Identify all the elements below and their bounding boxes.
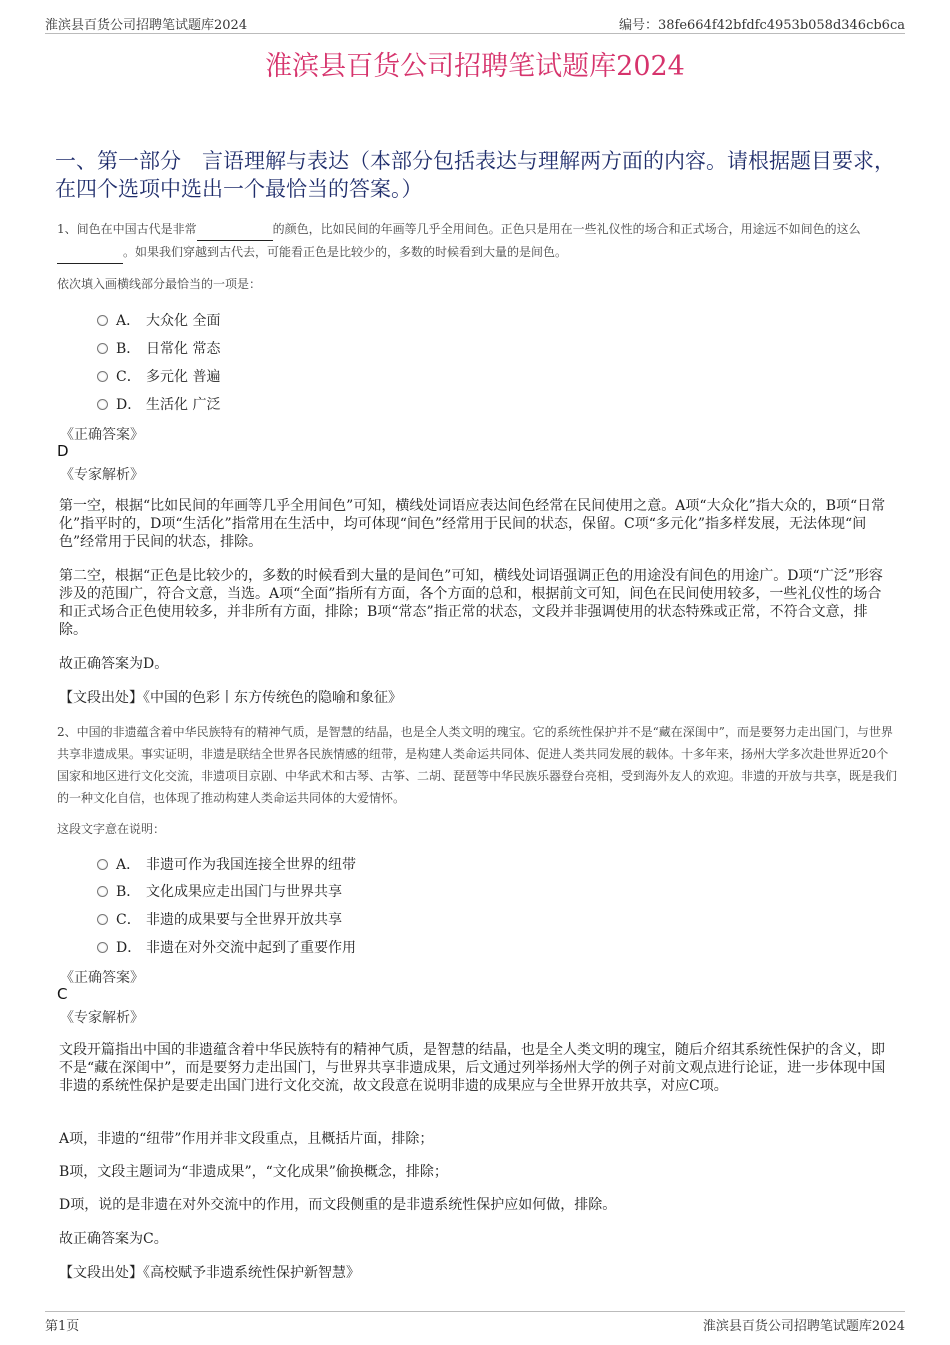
fill-blank bbox=[197, 218, 273, 241]
option-letter: C． bbox=[116, 912, 141, 928]
option-text: 生活化 广泛 bbox=[146, 397, 221, 413]
source-citation: 【文段出处】《中国的色彩丨东方传统色的隐喻和象征》 bbox=[59, 690, 402, 706]
stem-text: 。如果我们穿越到古代去，可能看正色是比较少的，多数的时候看到大量的是间色。 bbox=[123, 245, 568, 259]
answer-label: 《正确答案》 bbox=[60, 427, 144, 443]
analysis-conclusion: 故正确答案为C。 bbox=[59, 1231, 168, 1247]
question-2-option-a[interactable] bbox=[97, 854, 356, 874]
option-letter: A． bbox=[116, 857, 141, 873]
radio-icon[interactable] bbox=[97, 914, 108, 925]
footer-divider bbox=[45, 1311, 905, 1312]
question-2-prompt: 这段文字意在说明： bbox=[57, 822, 166, 836]
analysis-paragraph: 第一空，根据“比如民间的年画等几乎全用间色”可知，横线处词语应表达间色经常在民间使用之意。A项“大众化”指大众的，B项“日常化”指平时的，D项“生活化”指常用在生活中，均可体现“间色”经常用于民间的状态，保留。C项“多元化”指多样发展，无法体现“间色”经常用于民间的状态，排除。 bbox=[59, 498, 886, 550]
option-letter: D． bbox=[116, 397, 142, 413]
radio-icon[interactable] bbox=[97, 859, 108, 870]
question-1-prompt: 依次填入画横线部分最恰当的一项是： bbox=[57, 277, 262, 291]
option-text: 非遗的成果要与全世界开放共享 bbox=[146, 912, 342, 928]
stem-text: 1、间色在中国古代是非常 bbox=[57, 222, 197, 236]
radio-icon[interactable] bbox=[97, 886, 108, 897]
answer-label: 《正确答案》 bbox=[60, 970, 144, 986]
analysis-label: 《专家解析》 bbox=[60, 1010, 144, 1026]
header-title: 淮滨县百货公司招聘笔试题库2024 bbox=[45, 18, 248, 33]
radio-icon[interactable] bbox=[97, 942, 108, 953]
fill-blank bbox=[57, 241, 123, 264]
question-2-option-d[interactable] bbox=[97, 937, 356, 957]
source-citation: 【文段出处】《高校赋予非遗系统性保护新智慧》 bbox=[59, 1265, 360, 1281]
question-1-stem bbox=[57, 218, 899, 264]
header-divider bbox=[45, 33, 905, 34]
question-2-option-c[interactable] bbox=[97, 909, 342, 929]
analysis-paragraph: 第二空，根据“正色是比较少的，多数的时候看到大量的是间色”可知，横线处词语强调正色的用途没有间色的用途广。D项“广泛”形容涉及的范围广，符合文意，当选。A项“全面”指所有方面，各个方面的总和，根据前文可知，间色在民间使用较多，一些礼仪性的场合和正式场合正色使用较多，并非所有方面，排除；B项“常态”指正常的状态，文段并非强调使用的状态特殊或正常，不符合文意，排除。 bbox=[59, 568, 883, 638]
question-2-option-b[interactable] bbox=[97, 881, 342, 901]
analysis-paragraph: B项，文段主题词为“非遗成果”，“文化成果”偷换概念，排除； bbox=[59, 1164, 448, 1180]
correct-answer: C bbox=[57, 985, 68, 1003]
option-letter: D． bbox=[116, 940, 142, 956]
question-1-option-d[interactable] bbox=[97, 394, 220, 414]
analysis-paragraph: D项，说的是非遗在对外交流中的作用，而文段侧重的是非遗系统性保护应如何做，排除。 bbox=[59, 1197, 617, 1213]
section-heading: 一、第一部分 言语理解与表达（本部分包括表达与理解两方面的内容。请根据题目要求，在四个选项中选出一个最恰当的答案。） bbox=[55, 149, 895, 201]
question-1-option-a[interactable] bbox=[97, 310, 220, 330]
question-2-stem: 2、中国的非遗蕴含着中华民族特有的精神气质，是智慧的结晶，也是全人类文明的瑰宝。它的系统性保护并不是“藏在深闺中”，而是要努力走出国门，与世界共享非遗成果。事实证明，非遗是联结全世界各民族情感的纽带，是构建人类命运共同体、促进人类共同发展的载体。十多年来，扬州大学多次赴世界近20个国家和地区进行文化交流，非遗项目京剧、中华武术和古琴、古筝、二胡、琵琶等中华民族乐器登台亮相，受到海外友人的欢迎。非遗的开放与共享，既是我们的一种文化自信，也体现了推动构建人类命运共同体的大爱情怀。 bbox=[57, 725, 898, 805]
footer-title: 淮滨县百货公司招聘笔试题库2024 bbox=[702, 1319, 905, 1334]
option-text: 文化成果应走出国门与世界共享 bbox=[146, 884, 342, 900]
option-text: 多元化 普遍 bbox=[146, 369, 221, 385]
option-text: 非遗可作为我国连接全世界的纽带 bbox=[146, 857, 356, 873]
question-1-option-c[interactable] bbox=[97, 366, 220, 386]
option-text: 日常化 常态 bbox=[146, 341, 221, 357]
radio-icon[interactable] bbox=[97, 399, 108, 410]
document-id: 编号：38fe664f42bfdfc4953b058d346cb6ca bbox=[618, 18, 905, 33]
option-letter: A． bbox=[116, 313, 141, 329]
option-letter: B． bbox=[116, 884, 141, 900]
radio-icon[interactable] bbox=[97, 371, 108, 382]
option-letter: C． bbox=[116, 369, 141, 385]
analysis-paragraph: A项，非遗的“纽带”作用并非文段重点，且概括片面，排除； bbox=[59, 1131, 434, 1147]
stem-text: 的颜色，比如民间的年画等几乎全用间色。正色只是用在一些礼仪性的场合和正式场合，用途远不如间色的这么 bbox=[272, 222, 861, 236]
option-text: 大众化 全面 bbox=[146, 313, 221, 329]
page-title: 淮滨县百货公司招聘笔试题库2024 bbox=[265, 51, 685, 82]
radio-icon[interactable] bbox=[97, 315, 108, 326]
option-letter: B． bbox=[116, 341, 141, 357]
correct-answer: D bbox=[57, 442, 69, 460]
analysis-conclusion: 故正确答案为D。 bbox=[59, 656, 169, 672]
analysis-paragraph: 文段开篇指出中国的非遗蕴含着中华民族特有的精神气质，是智慧的结晶，也是全人类文明的瑰宝，随后介绍其系统性保护的含义，即不是“藏在深闺中”，而是要努力走出国门，与世界共享非遗成果，后文通过列举扬州大学的例子对前文观点进行论证，进一步体现中国非遗的系统性保护是要走出国门进行文化交流，故文段意在说明非遗的成果应与全世界开放共享，对应C项。 bbox=[59, 1042, 886, 1094]
page-number: 第1页 bbox=[45, 1319, 80, 1334]
option-text: 非遗在对外交流中起到了重要作用 bbox=[146, 940, 356, 956]
analysis-label: 《专家解析》 bbox=[60, 467, 144, 483]
radio-icon[interactable] bbox=[97, 343, 108, 354]
question-1-option-b[interactable] bbox=[97, 338, 220, 358]
